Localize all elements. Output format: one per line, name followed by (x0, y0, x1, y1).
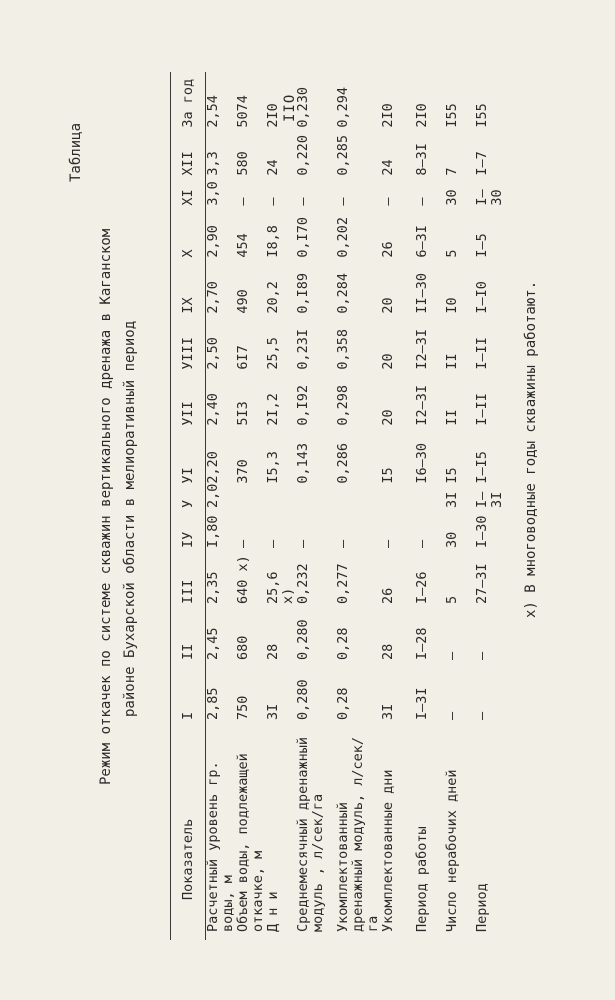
header-month: УI (171, 426, 206, 484)
table-cell (266, 484, 296, 508)
table-cell: 20 (380, 297, 396, 314)
table-cell: 490 (235, 289, 251, 314)
table-cell: 2,45 (205, 627, 221, 660)
table-cell: 0,23I (295, 328, 311, 370)
table-cell: 6–3I (414, 225, 430, 258)
table-cell: 2,20 (205, 451, 221, 484)
table-cell: – (295, 197, 311, 206)
table-cell: 6I7 (235, 345, 251, 370)
table-cell: – (265, 197, 281, 206)
table-cell: 24 (380, 159, 396, 176)
table-cell: 30 (444, 189, 460, 206)
header-month: УIII (171, 314, 206, 370)
table-cell: 2,40 (205, 393, 221, 426)
table-cell: I8,8 (265, 225, 281, 258)
table-cell: 5I3 (235, 401, 251, 426)
table-cell: 8–3I (414, 143, 430, 176)
table-cell: 0,28 (335, 687, 351, 720)
table-cell: 370 (235, 459, 251, 484)
table-cell: I–II (474, 393, 490, 426)
table-cell: I–28 (414, 627, 430, 660)
table-cell: 2I0 (414, 103, 430, 128)
table-cell: 580 (235, 151, 251, 176)
table-cell: 3I (444, 491, 460, 508)
table-cell: 2I0 (380, 103, 396, 128)
row-label: Период (474, 883, 490, 932)
table-cell: – (444, 651, 460, 660)
table-cell: 0,294 (335, 86, 351, 128)
table-cell: I–II (474, 337, 490, 370)
table-cell: I55 (474, 103, 490, 128)
table-cell: 30 (444, 531, 460, 548)
table-cell (336, 484, 381, 508)
table-cell: II (444, 353, 460, 370)
table-cell: – (414, 197, 430, 206)
table-cell: – (380, 197, 396, 206)
table-cell: 0,277 (335, 563, 351, 604)
table-cell: I5 (444, 467, 460, 484)
table-cell: 2,35 (205, 571, 221, 604)
table-cell: 28 (265, 643, 281, 660)
row-label: Укомплектованные дни (380, 769, 396, 932)
row-label: Среднемесячный дренажный модуль , л/сек/га (295, 736, 326, 932)
table-cell: II–30 (414, 272, 430, 314)
table-cell: 0,28 (335, 627, 351, 660)
table-title-line-2: районе Бухарской области в мелиоративный период (122, 320, 138, 717)
header-label: Показатель (171, 720, 206, 940)
table-title-line-1: Режим откачек по системе скважин вертикального дренажа в Каганском (98, 228, 114, 785)
page-number: IIO (282, 93, 298, 122)
table-cell: 26 (380, 587, 396, 604)
table-cell: 454 (235, 233, 251, 258)
table-row (475, 72, 505, 940)
table-row (296, 72, 336, 940)
table-cell: 25,6 x) (265, 571, 296, 604)
table-row (266, 72, 296, 940)
table-cell: II (444, 409, 460, 426)
table-cell: 750 (235, 695, 251, 720)
row-label: Объем воды, подлежащей откачке, м (235, 753, 266, 932)
table-cell: – (444, 711, 460, 720)
table-cell: 3I (380, 703, 396, 720)
table-cell: 2,54 (205, 95, 221, 128)
data-table (170, 72, 505, 940)
table-cell: 5 (444, 595, 460, 604)
table-cell: – (335, 539, 351, 548)
table-cell: – (414, 539, 430, 548)
table-cell: 20 (380, 353, 396, 370)
table-cell: 0,286 (335, 442, 351, 484)
table-cell: 20 (380, 409, 396, 426)
table-cell: 0,I70 (295, 216, 311, 258)
table-cell: I55 (444, 103, 460, 128)
table-cell: 28 (380, 643, 396, 660)
table-cell: 0,143 (295, 442, 311, 484)
table-cell: I6–30 (414, 442, 430, 484)
table-cell: 0,358 (335, 328, 351, 370)
header-year: За год (171, 72, 206, 128)
table-cell: 2I,2 (265, 393, 281, 426)
header-month: III (171, 548, 206, 604)
table-cell: 680 (235, 635, 251, 660)
table-cell: 0,230 (295, 86, 311, 128)
table-cell: 0,280 (295, 679, 311, 720)
table-cell (296, 484, 336, 508)
header-month: УII (171, 370, 206, 426)
table-cell: I–I5 (474, 451, 490, 484)
table-cell: 20,2 (265, 281, 281, 314)
footnote: x) В многоводные годы скважины работают. (523, 280, 539, 618)
table-cell: 0,232 (295, 563, 311, 604)
table-cell: 24 (265, 159, 281, 176)
table-cell: 0,I89 (295, 272, 311, 314)
header-month: II (171, 604, 206, 660)
table-cell: I–7 (474, 151, 490, 176)
table-cell: 2,90 (205, 225, 221, 258)
table-row (206, 72, 237, 940)
table-cell: 5074 (235, 95, 251, 128)
table-cell: 0,220 (295, 134, 311, 176)
table-cell: 0,285 (335, 134, 351, 176)
table-row (445, 72, 475, 940)
table-row (415, 72, 445, 940)
table-cell: – (265, 539, 281, 548)
table-cell: 2,50 (205, 337, 221, 370)
table-cell: I–I0 (474, 281, 490, 314)
table-cell: 3,0 (205, 181, 221, 206)
header-month: IX (171, 258, 206, 314)
table-cell: I5,3 (265, 451, 281, 484)
table-cell: 3,3 (205, 151, 221, 176)
table-header-row (171, 72, 206, 940)
table-cell: I5 (380, 467, 396, 484)
table-cell: 2,70 (205, 281, 221, 314)
table-cell: 27–3I (474, 563, 490, 604)
table-cell: I–3I (414, 687, 430, 720)
table-cell: 0,298 (335, 384, 351, 426)
table-cell: 0,284 (335, 272, 351, 314)
table-row (236, 72, 266, 940)
table-cell: 2,0 (205, 483, 221, 508)
header-month: I (171, 660, 206, 720)
header-month: IУ (171, 508, 206, 548)
table-cell (415, 484, 445, 508)
table-cell: 3I (265, 703, 281, 720)
table-body (206, 72, 506, 940)
table-cell: I–5 (474, 233, 490, 258)
table-cell: – (380, 539, 396, 548)
table-cell: – (335, 197, 351, 206)
table-cell: 0,280 (295, 619, 311, 660)
table-row (381, 72, 415, 940)
table-label: Таблица (68, 122, 84, 182)
table-cell: I2–3I (414, 328, 430, 370)
table-cell: I–3I (474, 491, 505, 508)
table-cell: I–30 (474, 515, 490, 548)
header-month: X (171, 206, 206, 258)
table-cell: I,80 (205, 515, 221, 548)
header-month: XI (171, 176, 206, 206)
table-cell: 2I0 (265, 103, 281, 128)
table-cell (381, 484, 415, 508)
header-month: У (171, 484, 206, 508)
table-cell: I2–3I (414, 384, 430, 426)
table-cell: I–26 (414, 571, 430, 604)
table-cell: 26 (380, 241, 396, 258)
table-cell: 0,202 (335, 216, 351, 258)
table-cell: 0,I92 (295, 384, 311, 426)
table-cell: – (295, 539, 311, 548)
table-cell: 25,5 (265, 337, 281, 370)
table-cell: – (235, 539, 251, 548)
header-month: XII (171, 128, 206, 176)
table-cell: – (474, 651, 490, 660)
table-cell: I–30 (474, 189, 505, 206)
row-label: Число нерабочих дней (444, 769, 460, 932)
table-cell (236, 484, 266, 508)
table-cell: – (235, 197, 251, 206)
table-cell: 5 (444, 249, 460, 258)
row-label: Период работы (414, 826, 430, 932)
table-cell: – (474, 711, 490, 720)
table-cell: I0 (444, 297, 460, 314)
row-label: Укомплектованный дренажный модуль, л/сек/га (335, 736, 381, 932)
table-cell: 640 x) (235, 555, 251, 604)
row-label: Расчетный уровень гр. воды, м (205, 761, 236, 932)
table-row (336, 72, 381, 940)
table-cell: 2,85 (205, 687, 221, 720)
row-label: Д н и (265, 891, 281, 932)
table-cell: 7 (444, 167, 460, 176)
